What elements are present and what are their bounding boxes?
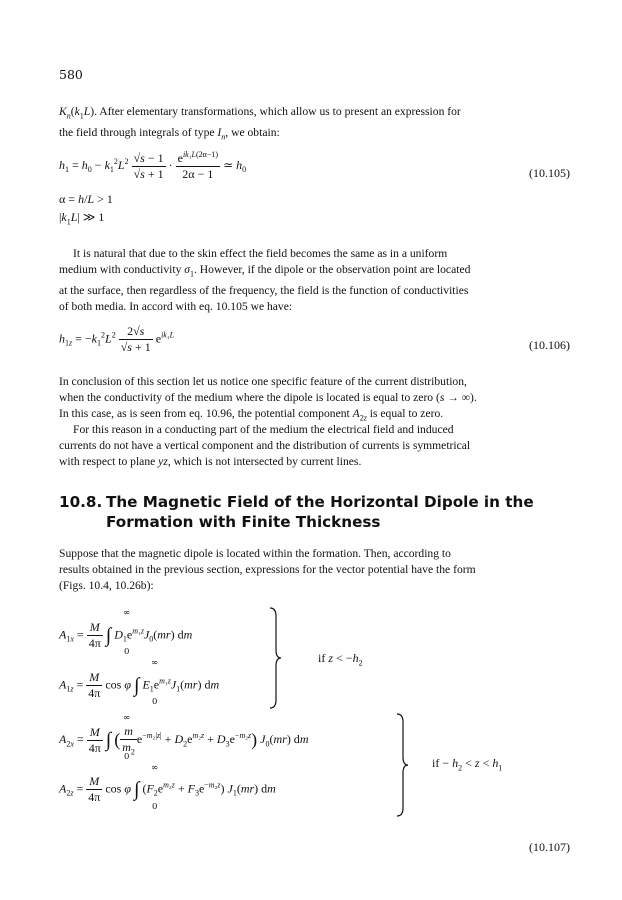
lower-limit: 0: [152, 697, 158, 707]
text-line: medium with conductivity $\sigma_1$. However, if the dipole or the observation point are located: [59, 263, 471, 279]
condition-kl: $|k_1L|$ ≫ 1: [59, 210, 105, 227]
text-line: It is natural that due to the skin effect the field becomes the same as in a uniform: [73, 247, 448, 260]
fraction: $\frac{M}{4\pi}$: [88, 670, 101, 700]
lower-limit: 0: [124, 752, 130, 762]
text-line: with respect to plane yz, which is not intersected by current lines.: [59, 455, 362, 469]
fraction: $\frac{m}{m_2}$: [122, 724, 135, 757]
section-heading: [59, 492, 567, 532]
text-line: In this case, as is seen from eq. 10.96, the potential component $A_{2z}$ is equal to zero.: [59, 407, 444, 423]
section-number: 10.8.: [59, 493, 103, 511]
integral-sign: ∫: [105, 624, 112, 647]
eq-A1z: $A_{1z}$ = $\frac{M}{4\pi}$ cos φ ∫ $E_1e^{m_1z}J_1(mr)$ dm: [59, 670, 220, 700]
upper-limit: ∞: [123, 608, 131, 618]
text-line: (Figs. 10.4, 10.26b):: [59, 579, 154, 593]
condition-alpha: α = h/L > 1: [59, 192, 113, 206]
lower-limit: 0: [124, 647, 130, 657]
equation-number: (10.106): [529, 338, 570, 352]
page-number: 580: [59, 67, 83, 82]
fraction: $\frac{e^{ik_1L(2\alpha-1)}}{2\alpha - 1}$: [177, 150, 219, 181]
text-line: currents do not have a vertical component and the distribution of currents is symmetrical: [59, 439, 471, 453]
equation-10-105: $h_1 = h_0 - k_1^2L^2$ $\frac{√s - 1}{√s + 1}$ · $\frac{e^{ik_1L(2\alpha-1)}}{2\alpha - 1}$ ≃ $h_0$: [59, 150, 247, 181]
integral-sign: ∫: [133, 778, 140, 801]
text-line: the field through integrals of type $I_n$, we obtain:: [59, 125, 280, 141]
equation-number: (10.107): [529, 840, 570, 854]
fraction: $\frac{M}{4\pi}$: [88, 774, 101, 804]
text-line: results obtained in the previous section, expressions for the vector potential have the form: [59, 563, 476, 577]
lower-limit: 0: [152, 802, 158, 812]
section-title-line1: The Magnetic Field of the Horizontal Dipole in the: [106, 493, 534, 511]
paragraph-formation: [59, 546, 567, 595]
right-brace: [395, 712, 409, 818]
paragraph-skin-effect: [59, 246, 567, 315]
paragraph-conclusion: [59, 374, 567, 427]
eq-A1x: $A_{1x}$ = $\frac{M}{4\pi}$ ∫ $D_1e^{m_1z}J_0(mr)$ dm: [59, 620, 193, 650]
paragraph-currents: [59, 422, 567, 471]
condition-upper: if $z < -h_2$: [318, 651, 363, 668]
text-line: For this reason in a conducting part of the medium the electrical field and induced: [73, 423, 454, 436]
fraction: $\frac{√s - 1}{√s + 1}$: [133, 150, 164, 181]
eq-A2x: $A_{2x}$ = $\frac{M}{4\pi}$ ∫ ( $\frac{m}{m_2}$ $e^{-m_2|z|} + D_2e^{m_2z} + D_3e^{-m_2z}$) $J_0(mr)$ dm: [59, 724, 309, 757]
fraction: $\frac{M}{4\pi}$: [88, 620, 101, 650]
integral-sign: ∫: [105, 729, 112, 752]
eq-A2z: $A_{2z}$ = $\frac{M}{4\pi}$ cos φ ∫ $(F_2e^{m_2z} + F_3e^{-m_2z})$ $J_1(mr)$ dm: [59, 774, 276, 804]
fraction: $\frac{M}{4\pi}$: [88, 724, 101, 755]
fraction: $\frac{2√s}{√s + 1}$: [120, 324, 151, 354]
intro-paragraph: [59, 104, 567, 145]
upper-limit: ∞: [123, 713, 131, 723]
text-line: In conclusion of this section let us notice one specific feature of the current distribution,: [59, 375, 467, 388]
text-line: at the surface, then regardless of the frequency, the field is the function of conductivities: [59, 283, 469, 297]
right-brace: [268, 606, 282, 710]
text-line: $K_n(k_1L)$. After elementary transformations, which allow us to present an expression for: [59, 105, 461, 121]
text-line: Suppose that the magnetic dipole is located within the formation. Then, according to: [59, 547, 451, 560]
equation-number: (10.105): [529, 166, 570, 180]
upper-limit: ∞: [151, 658, 159, 668]
equation-10-106: $h_{1z} = -k_1^2L^2$ $\frac{2√s}{√s + 1}$ $e^{ik_1L}$: [59, 324, 175, 354]
text-line: of both media. In accord with eq. 10.105 we have:: [59, 299, 293, 313]
section-title-line2: Formation with Finite Thickness: [106, 513, 381, 531]
text-line: when the conductivity of the medium where the dipole is located is equal to zero (s → ∞).: [59, 391, 477, 405]
integral-sign: ∫: [133, 674, 140, 697]
condition-lower: if − $h_2 < z < h_1$: [432, 756, 503, 773]
upper-limit: ∞: [151, 763, 159, 773]
